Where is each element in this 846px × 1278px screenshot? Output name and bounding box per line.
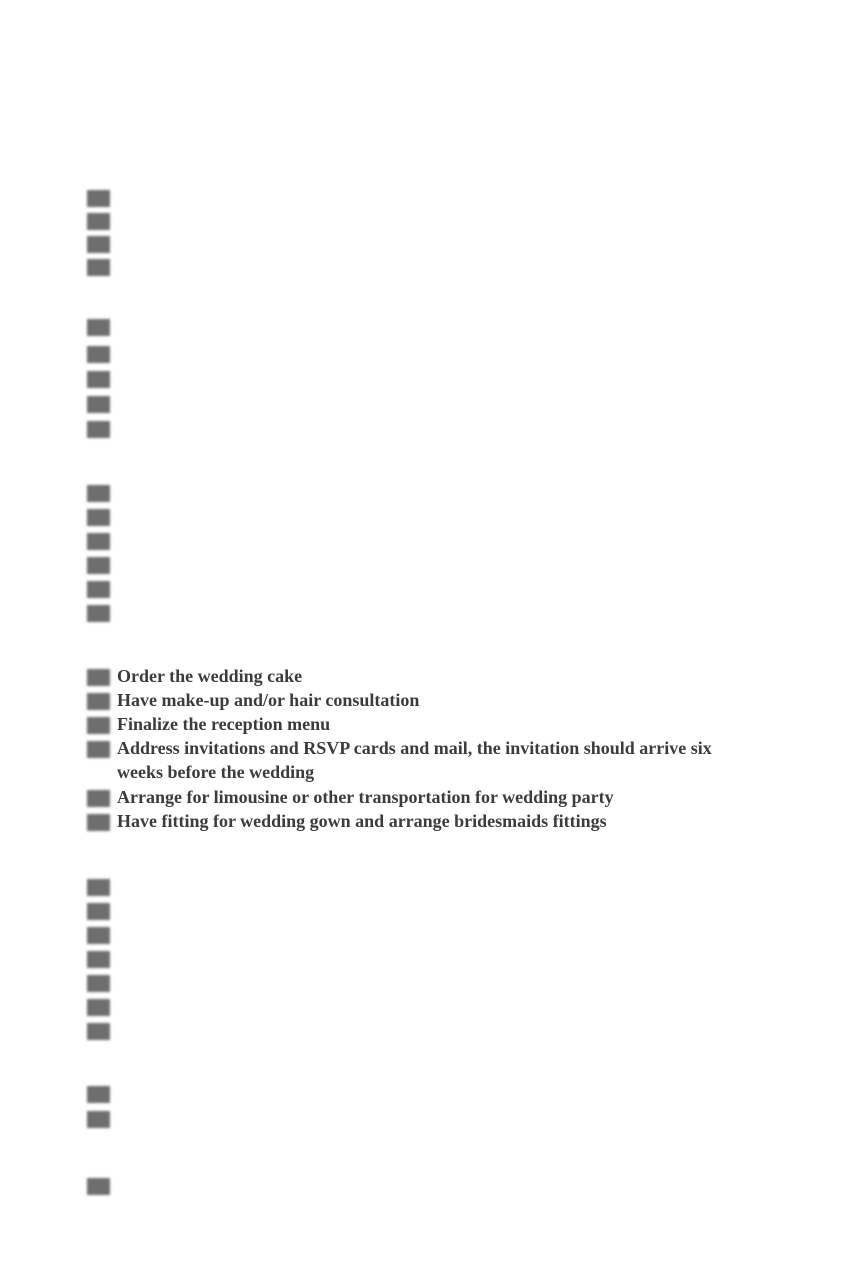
checkbox[interactable] [87,903,110,920]
checkbox[interactable] [87,669,110,686]
checkbox[interactable] [87,346,110,363]
checkbox[interactable] [87,790,110,807]
checkbox[interactable] [87,190,110,207]
checkbox[interactable] [87,213,110,230]
checkbox[interactable] [87,951,110,968]
checkbox[interactable] [87,509,110,526]
checkbox[interactable] [87,581,110,598]
checkbox[interactable] [87,693,110,710]
checkbox[interactable] [87,999,110,1016]
checkbox[interactable] [87,1023,110,1040]
checklist-item-label: Address invitations and RSVP cards and mail, the invitation should arrive six weeks before the wedding [117,738,712,782]
checkbox[interactable] [87,717,110,734]
checkbox[interactable] [87,371,110,388]
checkbox[interactable] [87,605,110,622]
checkbox[interactable] [87,1178,110,1195]
checkbox[interactable] [87,1111,110,1128]
checkbox[interactable] [87,421,110,438]
checkbox[interactable] [87,741,110,758]
checklist-item-label: Have make-up and/or hair consultation [117,690,420,710]
checkbox[interactable] [87,879,110,896]
checkbox[interactable] [87,1086,110,1103]
checkbox[interactable] [87,533,110,550]
checkbox[interactable] [87,814,110,831]
checkbox[interactable] [87,259,110,276]
checkbox[interactable] [87,396,110,413]
checkbox[interactable] [87,927,110,944]
checkbox[interactable] [87,485,110,502]
checklist-item-label: Order the wedding cake [117,666,303,686]
checklist-item-label: Finalize the reception menu [117,714,331,734]
checkbox[interactable] [87,236,110,253]
checklist-item-label: Arrange for limousine or other transportation for wedding party [117,787,614,807]
checklist-item-label: Have fitting for wedding gown and arrange bridesmaids fittings [117,811,607,831]
checkbox[interactable] [87,557,110,574]
checkbox[interactable] [87,975,110,992]
checkbox[interactable] [87,319,110,336]
